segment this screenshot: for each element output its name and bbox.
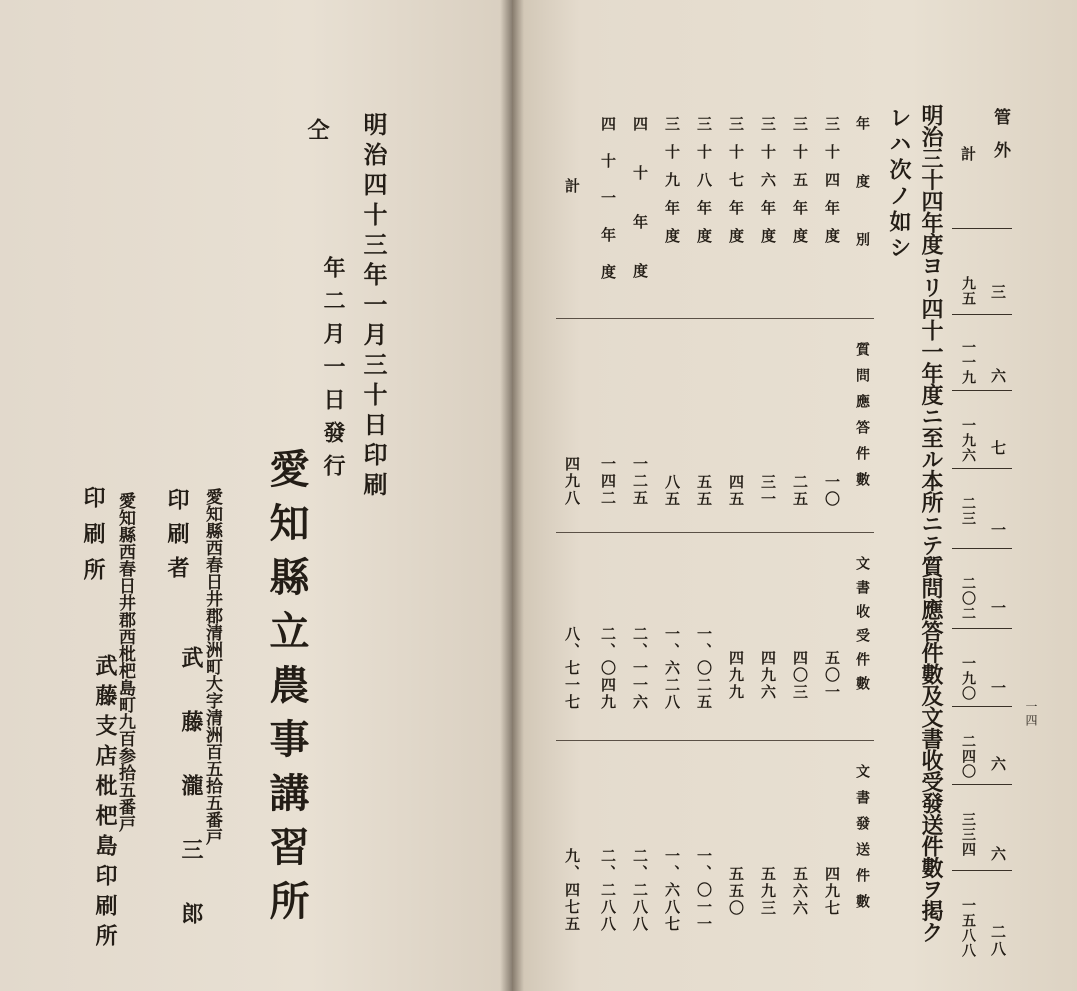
row-sent: 二、二八八 bbox=[599, 848, 617, 933]
row-received: 四九九 bbox=[727, 650, 745, 701]
row-received: 四〇三 bbox=[791, 650, 809, 701]
prev-col-outside-label: 管外 bbox=[990, 108, 1010, 174]
prev-cell: 一 bbox=[989, 600, 1007, 617]
prev-cell: 一 bbox=[989, 680, 1007, 697]
prev-cell: 一五八八 bbox=[960, 898, 976, 958]
row-qa: 八五 bbox=[663, 474, 681, 508]
row-qa: 四九八 bbox=[563, 456, 581, 507]
row-year: 三十七年度 bbox=[727, 116, 745, 256]
header-qa: 質問應答件數 bbox=[854, 342, 870, 498]
header-sent: 文書發送件數 bbox=[854, 764, 870, 920]
row-received: 八、七一七 bbox=[563, 626, 581, 711]
row-year: 四十一年度 bbox=[599, 116, 617, 301]
prev-cell: 九五 bbox=[960, 276, 976, 306]
row-received: 五〇一 bbox=[823, 650, 841, 701]
row-sent: 一、六八七 bbox=[663, 848, 681, 933]
row-qa: 一四二 bbox=[599, 456, 617, 507]
prev-cell: 一九〇 bbox=[960, 656, 976, 701]
prev-cell: 三 bbox=[989, 284, 1007, 301]
row-year: 三十九年度 bbox=[663, 116, 681, 256]
row-sent: 五六六 bbox=[791, 866, 809, 917]
book-gutter bbox=[500, 0, 524, 991]
prev-cell: 二八 bbox=[989, 924, 1007, 958]
intro-line-1: 明治三十四年度ヨリ四十一年度ニ至ル本所ニテ質問應答件數及文書收受發送件數ヲ掲ク bbox=[918, 104, 944, 943]
row-sent: 二、二八八 bbox=[631, 848, 649, 933]
left-page-colophon bbox=[0, 0, 512, 991]
right-page-statistics bbox=[512, 0, 1077, 991]
row-year: 四十年度 bbox=[631, 116, 649, 312]
header-year: 年度別 bbox=[854, 116, 870, 290]
row-year: 三十八年度 bbox=[695, 116, 713, 256]
row-received: 一、〇二五 bbox=[695, 626, 713, 711]
colophon-printed-date: 明治四十三年一月三十日印刷 bbox=[359, 112, 388, 502]
intro-line-2: レハ次ノ如シ bbox=[886, 106, 912, 262]
prev-cell: 二〇二 bbox=[960, 576, 976, 621]
row-year: 三十六年度 bbox=[759, 116, 777, 256]
row-year: 三十五年度 bbox=[791, 116, 809, 256]
colophon-press-label: 印刷所 bbox=[80, 486, 106, 594]
prev-cell: 六 bbox=[989, 846, 1007, 863]
colophon-issued-date: 年二月一日發行 bbox=[320, 256, 346, 487]
row-sent: 九、四七五 bbox=[563, 848, 581, 933]
row-received: 一、六二八 bbox=[663, 626, 681, 711]
page-number: 一四 bbox=[1024, 700, 1038, 728]
row-qa: 五五 bbox=[695, 474, 713, 508]
header-received: 文書收受件數 bbox=[854, 556, 870, 700]
colophon-printer-label: 印刷者 bbox=[164, 488, 190, 590]
row-year: 計 bbox=[563, 178, 581, 195]
colophon-publisher: 愛知縣立農事講習所 bbox=[263, 448, 310, 934]
row-sent: 四九七 bbox=[823, 866, 841, 917]
prev-cell: 一 bbox=[989, 522, 1007, 539]
colophon-printer-name: 武藤瀧三郎 bbox=[178, 646, 204, 966]
row-received: 二、〇四九 bbox=[599, 626, 617, 711]
prev-cell: 二三 bbox=[960, 496, 976, 526]
prev-cell: 三三四 bbox=[960, 812, 976, 857]
row-qa: 二五 bbox=[791, 474, 809, 508]
colophon-press-name: 武藤支店枇杷島印刷所 bbox=[92, 654, 118, 954]
row-qa: 一〇 bbox=[823, 474, 841, 508]
colophon-full-mark: 仝 bbox=[304, 118, 330, 140]
prev-cell: 一一九 bbox=[960, 340, 976, 385]
row-sent: 五五〇 bbox=[727, 866, 745, 917]
row-qa: 三一 bbox=[759, 474, 777, 508]
row-year: 三十四年度 bbox=[823, 116, 841, 256]
row-received: 二、一一六 bbox=[631, 626, 649, 711]
colophon-press-address: 愛知縣西春日井郡西枇杷島町九百参拾五番戸 bbox=[115, 492, 135, 832]
colophon-printer-address: 愛知縣西春日井郡清洲町大字清洲百五拾五番戸 bbox=[202, 488, 222, 845]
row-qa: 四五 bbox=[727, 474, 745, 508]
prev-col-total-label: 計 bbox=[959, 146, 977, 163]
prev-cell: 一九六 bbox=[960, 418, 976, 463]
prev-cell: 六 bbox=[989, 368, 1007, 385]
row-received: 四九六 bbox=[759, 650, 777, 701]
row-sent: 五九三 bbox=[759, 866, 777, 917]
row-qa: 一二五 bbox=[631, 456, 649, 507]
row-sent: 一、〇一一 bbox=[695, 848, 713, 933]
prev-cell: 七 bbox=[989, 440, 1007, 457]
prev-cell: 六 bbox=[989, 756, 1007, 773]
prev-cell: 二四〇 bbox=[960, 734, 976, 779]
